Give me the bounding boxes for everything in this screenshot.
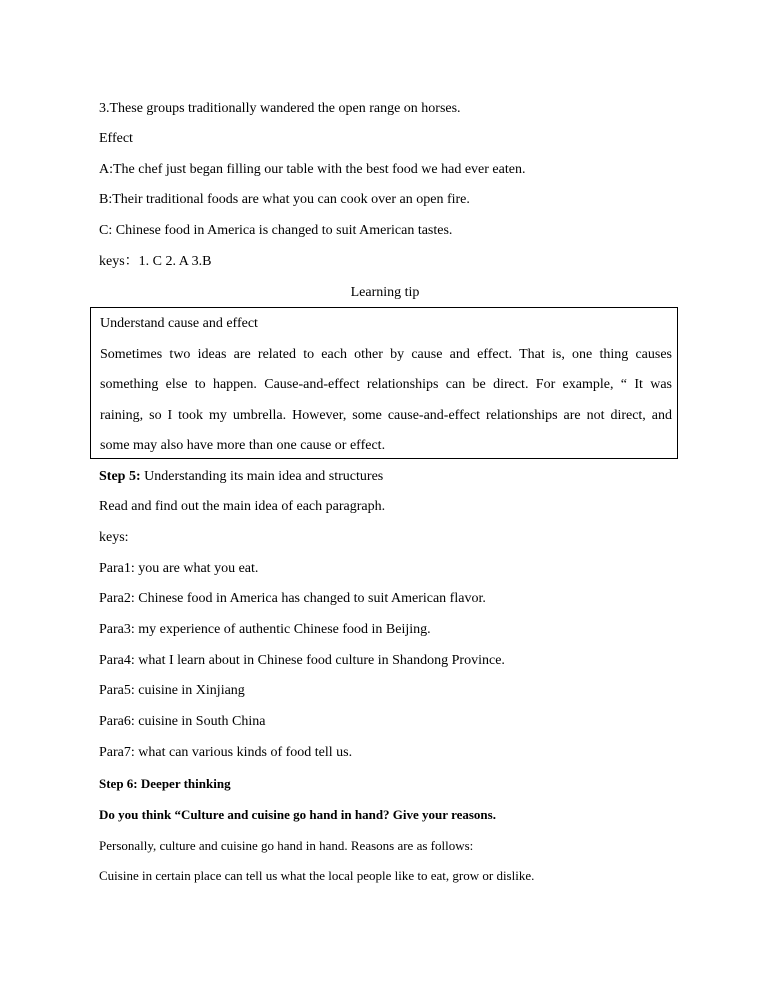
learning-tip-heading: Learning tip	[350, 285, 420, 300]
answer-keys: keys：1. C 2. A 3.B	[99, 254, 212, 269]
para-summary: Para6: cuisine in South China	[99, 714, 266, 729]
learning-tip-text-line: some may also have more than one cause or effect.	[100, 438, 386, 453]
step6-heading: Step 6: Deeper thinking	[99, 776, 231, 791]
para-summary: Para4: what I learn about in Chinese food culture in Shandong Province.	[99, 653, 505, 668]
option-a: A:The chef just began filling our table with the best food we had ever eaten.	[99, 162, 526, 177]
step6-answer-line: Personally, culture and cuisine go hand in hand. Reasons are as follows:	[99, 838, 474, 853]
step5-heading	[99, 468, 383, 486]
para-summary: Para3: my experience of authentic Chinese food in Beijing.	[99, 622, 431, 637]
learning-tip-text-line: Sometimes two ideas are related to each other by cause and effect. That is, one thing causes	[100, 347, 672, 362]
step5-label: Step 5:	[99, 469, 141, 484]
step5-instruction: Read and find out the main idea of each paragraph.	[99, 499, 386, 514]
para-summary: Para1: you are what you eat.	[99, 561, 259, 576]
option-b: B:Their traditional foods are what you can cook over an open fire.	[99, 192, 470, 207]
para-summary: Para5: cuisine in Xinjiang	[99, 683, 245, 698]
learning-tip-title: Understand cause and effect	[100, 316, 258, 331]
effect-heading: Effect	[99, 131, 133, 146]
learning-tip-text-line: raining, so I took my umbrella. However, some cause-and-effect relationships are not direct, and	[100, 408, 672, 423]
para-summary: Para7: what can various kinds of food tell us.	[99, 745, 353, 760]
step6-answer-line: Cuisine in certain place can tell us what the local people like to eat, grow or dislike.	[99, 868, 535, 883]
step5-title: Understanding its main idea and structures	[140, 469, 384, 484]
step5-keys-label: keys:	[99, 530, 129, 545]
question-3: 3.These groups traditionally wandered the open range on horses.	[99, 101, 461, 116]
step6-question: Do you think “Culture and cuisine go hand in hand? Give your reasons.	[99, 807, 496, 822]
learning-tip-box	[90, 307, 678, 459]
para-summary: Para2: Chinese food in America has changed to suit American flavor.	[99, 591, 486, 606]
learning-tip-text-line: something else to happen. Cause-and-effect relationships can be direct. For example, “ It was	[100, 377, 672, 392]
option-c: C: Chinese food in America is changed to suit American tastes.	[99, 223, 453, 238]
